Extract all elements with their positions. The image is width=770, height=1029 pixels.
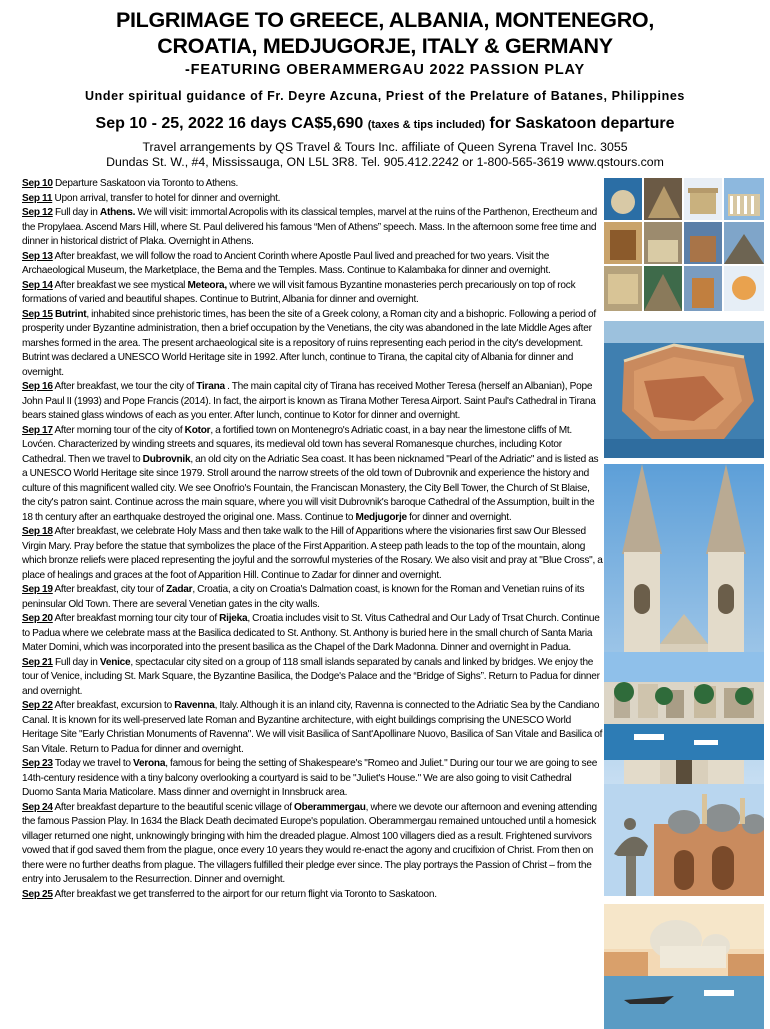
day-description: After breakfast, city tour of (52, 584, 167, 595)
itinerary-day (22, 656, 604, 700)
day-description: , Croatia, a city on Croatia's Dalmation coast, is known for the Roman and Venetian ruins of its peninsular Old Town. There are several Venetian gates in the city walls. (22, 584, 585, 610)
place-name: Zadar (166, 584, 193, 595)
taxes-note: (taxes & tips included) (367, 119, 486, 131)
day-description: , famous for being the setting of Shakespeare's "Romeo and Juliet." During our tour we are going to see 14th-century residence with a tiny balcony overlooking a courtyard is said to be "Juliet's House." We are also going to visit Cathedral Duomo Santa Maria Maticolare. Mass dinner and overnight in Innsbruck area. (22, 758, 598, 798)
padua-basilica-photo (604, 784, 764, 896)
day-date: Sep 14 (22, 279, 53, 291)
itinerary-day (22, 699, 604, 757)
day-description: , where we devote our afternoon and evening attending the famous Passion Play. In 1634 the Black Death decimated Europe's population. Oberammergau remained untouched until a homesick villager returned one night, unknowingly bringing with him the dreaded plague. Almost 100 villagers died as a result. Frightened survivors vowed that if god saved them from the plague, once every 10 years they would re-enact the agony and crucifixion of Christ. From then on there were no further deaths from plague. The villagers fulfilled their pledge ever since. The play portrays the Passion of Christ – from the entry into Jerusalem to the Resurrection. Dinner and overnight. (22, 801, 597, 885)
day-description: After breakfast, we will follow the road to Ancient Corinth where Apostle Paul lived and preached for two years. Visit the Archaeological Museum, the Marketplace, the Bema and the Temples. Mass. Continue to Kalambaka for dinner and overnight. (22, 250, 551, 276)
place-name: Medjugorje (355, 511, 407, 523)
venice-grand-canal-photo (604, 904, 764, 1029)
day-date: Sep 10 (22, 178, 53, 189)
itinerary-day (22, 525, 604, 583)
itinerary-day (22, 192, 604, 207)
day-description: Full day in (52, 207, 100, 218)
place-name: Rijeka (219, 613, 248, 624)
day-date: Sep 20 (22, 613, 53, 624)
itinerary-day (22, 279, 604, 308)
title-line-1: PILGRIMAGE TO GREECE, ALBANIA, MONTENEGRO, (115, 8, 655, 32)
place-name: Kotor (184, 424, 211, 436)
day-date: Sep 24 (22, 801, 53, 813)
harbor-promenade-photo (604, 652, 764, 760)
itinerary-day (22, 250, 604, 279)
address-line-2: Dundas St. W., #4, Mississauga, ON L5L 3R8. Tel. 905.412.2242 or 1-800-565-3619 www.qstours.com (106, 155, 664, 169)
place-name: Dubrovnik (142, 453, 191, 465)
day-date: Sep 16 (22, 381, 53, 392)
day-description: , Italy. Although it is an inland city, Ravenna is connected to the Adriatic Sea by the Candiano Canal. It is known for its well-preserved late Roman and Byzantine architecture, with eight buildings comprising the UNESCO World Heritage Site "Early Christian Monuments of Ravenna". We will visit Basilica of Sant'Apollinare Nuovo, Basilica of San Vitale and Basilica of San Vitale. Return to Padua for dinner and overnight. (22, 700, 603, 755)
itinerary-day (22, 583, 604, 612)
day-date: Sep 23 (22, 758, 53, 769)
day-description: We will visit: immortal Acropolis with its classical temples, marvel at the ruins of the Parthenon, Erectheum and the Propylaea. Ascend Mars Hill, where St. Paul delivered his famous “Men of Athens” speech. Mass. In the afternoon some free time and dinner in historical district of Plaka. Overnight in Athens. (22, 207, 598, 247)
day-description: . The main capital city of Tirana has received Mother Teresa (herself an Albanian), Pope John Paul II (1993) and Pope Francis (2014). In fact, the airport is known as Tirana Mother Teresa Airport. Saint Paul's Cathedral in Tirana bears stained glass windows of each as you enter. After lunch, continue to Kotor for dinner and overnight. (22, 381, 596, 421)
subtitle: -FEATURING OBERAMMERGAU 2022 PASSION PLAY (185, 62, 585, 78)
address-line-1: Travel arrangements by QS Travel & Tours Inc. affiliate of Queen Syrena Travel Inc. 3055 (142, 140, 628, 154)
place-name: Butrint (55, 308, 87, 320)
itinerary-day (22, 206, 604, 250)
day-description: After morning tour of the city of (52, 424, 185, 436)
day-date: Sep 25 (22, 888, 53, 900)
itinerary (22, 177, 604, 902)
day-description: After breakfast we see mystical (52, 279, 188, 291)
place-name: Tirana (196, 381, 225, 392)
place-name: Meteora, (187, 279, 227, 291)
day-description: , inhabited since prehistoric times, has been the site of a Greek colony, a Roman city and a bishopric. Following a period of prosperity under Byzantine administration, then a brief occupation by the Venetians, the city was abandoned in the late Middle Ages after marshes formed in the area. The present archaeological site is a repository of ruins representing each period in the city's development. Butrint was declared a UNESCO World Heritage site in 1992. After lunch, continue to Tirana, the capital city of Albania for dinner and overnight. (22, 308, 596, 378)
itinerary-day (22, 308, 604, 381)
day-description: After breakfast departure to the beautiful scenic village of (52, 801, 295, 813)
day-description: where we will visit famous Byzantine monasteries perch precariously on top of rock formations of varied and beautiful shapes. Continue to Butrint, Albania for dinner and overnight. (22, 279, 576, 305)
day-date: Sep 18 (22, 526, 53, 537)
place-name: Oberammergau (294, 801, 366, 813)
dubrovnik-old-town-photo (604, 321, 764, 458)
day-description: Departure Saskatoon via Toronto to Athens. (52, 178, 239, 189)
dates-price (0, 115, 770, 133)
day-description: After breakfast, we celebrate Holy Mass and then take walk to the Hill of Apparitions where the visionaries first saw Our Blessed Virgin Mary. Pray before the statue that symbolizes the place of the First Apparition. A steep path leads to the top of the mountain, along which bronze reliefs were placed representing the joyful and the sorrowful mysteries of the Rosary. We also visit and pray at "Blue Cross", a place of healings and graces at the foot of Apparition Hill. Continue to Zadar for dinner and overnight. (22, 526, 603, 581)
day-date: Sep 15 (22, 308, 53, 320)
departure-text: for Saskatoon departure (489, 115, 675, 132)
itinerary-day (22, 380, 604, 424)
dates-price-text: Sep 10 - 25, 2022 16 days CA$5,690 (95, 115, 364, 132)
day-date: Sep 21 (22, 656, 53, 668)
place-name: Athens. (99, 207, 136, 218)
itinerary-day (22, 612, 604, 656)
athens-collage-photo (604, 178, 764, 311)
itinerary-day (22, 757, 604, 801)
day-date: Sep 13 (22, 250, 53, 262)
place-name: Venice (99, 656, 131, 668)
day-description: Today we travel to (52, 758, 134, 769)
day-description: Full day in (52, 656, 100, 668)
day-description: for dinner and overnight. (406, 511, 512, 523)
day-description: Upon arrival, transfer to hotel for dinner and overnight. (52, 192, 281, 204)
itinerary-day (22, 801, 604, 888)
spiritual-guidance: Under spiritual guidance of Fr. Deyre Azcuna, Priest of the Prelature of Batanes, Philippines (85, 89, 685, 103)
day-date: Sep 22 (22, 700, 53, 711)
day-description: After breakfast, we tour the city of (52, 381, 197, 392)
day-date: Sep 17 (22, 424, 53, 436)
day-description: After breakfast we get transferred to the airport for our return flight via Toronto to Saskatoon. (52, 888, 437, 900)
day-date: Sep 12 (22, 207, 53, 218)
place-name: Ravenna (174, 700, 215, 711)
day-description: , an old city on the Adriatic Sea coast. It has been nicknamed "Pearl of the Adriatic" and is listed as a UNESCO World Heritage site since 1979. Stroll around the narrow streets of the old town of Dubrovnik and experience the history and culture of this magnificent walled city. We see Onofrio's Fountain, the Franciscan Monastery, the City Bell Tower, the Church of St Blaise, the city's patron saint. Continue across the main square, where you will visit Dubrovnik's baroque Cathedral of the Assumption, built in the 18 th century after an earthquake destroyed the original one. Mass. Continue to (22, 453, 599, 523)
day-date: Sep 19 (22, 584, 53, 595)
day-description: , Croatia includes visit to St. Vitus Cathedral and Our Lady of Trsat Church. Continue to Padua where we celebrate mass at the Basilica dedicated to St. Anthony. St. Anthony is buried here in the small church of Santa Maria Mater Domini, which was incorporated into the present basilica as the Chapel of the Dark Madonna. Dinner and overnight in Padua. (22, 613, 600, 653)
day-description: After breakfast morning tour city tour of (52, 613, 220, 624)
day-date: Sep 11 (22, 192, 53, 204)
itinerary-day (22, 888, 604, 903)
day-description: , a fortified town on Montenegro's Adriatic coast, in a bay near the limestone cliffs of Mt. Lovćen. Characterized by winding streets and squares, its medieval old town has several Romanesque churches, including Kotor Cathedral. Then we travel to (22, 424, 572, 465)
day-description: After breakfast, excursion to (52, 700, 175, 711)
itinerary-day (22, 177, 604, 192)
itinerary-day (22, 424, 604, 526)
place-name: Verona (133, 758, 166, 769)
title-line-2: CROATIA, MEDJUGORJE, ITALY & GERMANY (157, 34, 613, 58)
day-description: , spectacular city sited on a group of 118 small islands separated by canals and linked by bridges. We enjoy the tour of Venice, including St. Mark Square, the Byzantine Basilica, the Dodge's Palace and the “Bridge of Sighs”. Return to Padua for dinner and overnight. (22, 656, 600, 697)
